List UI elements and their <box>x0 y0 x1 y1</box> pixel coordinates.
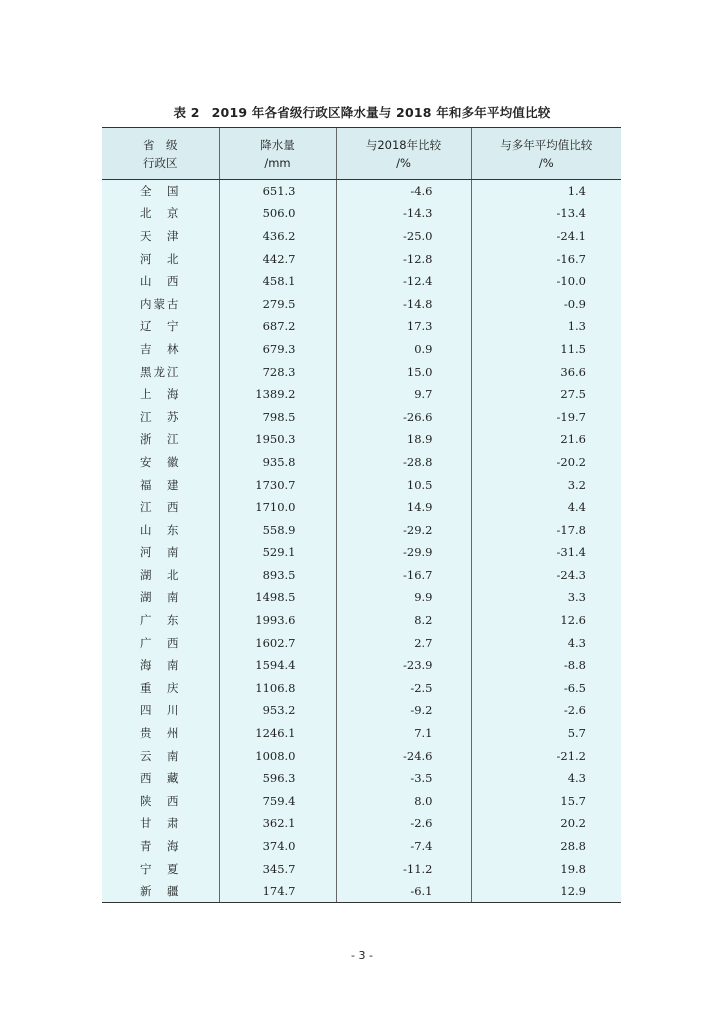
vs-average-cell: 4.3 <box>471 631 621 654</box>
vs-average-cell: 5.7 <box>471 722 621 745</box>
precip-cell: 1008.0 <box>219 744 336 767</box>
vs-average-cell: -20.2 <box>471 451 621 474</box>
vs2018-cell: -9.2 <box>336 699 471 722</box>
province-cell: 山 西 <box>140 274 181 289</box>
province-cell: 浙 江 <box>140 432 181 447</box>
vs-average-cell: -13.4 <box>471 202 621 225</box>
vs-average-cell: 12.6 <box>471 609 621 632</box>
header-vsavg-line2: /% <box>538 155 554 170</box>
vs2018-cell: -25.0 <box>336 225 471 248</box>
table-row <box>102 360 621 383</box>
precip-cell: 893.5 <box>219 564 336 587</box>
table-body <box>102 180 621 903</box>
vs-average-cell: -19.7 <box>471 405 621 428</box>
province-cell: 河 南 <box>140 545 181 560</box>
table-row <box>102 699 621 722</box>
vs2018-cell: -16.7 <box>336 564 471 587</box>
precip-cell: 458.1 <box>219 270 336 293</box>
vs2018-cell: -29.2 <box>336 518 471 541</box>
precipitation-table <box>102 127 621 903</box>
table-row <box>102 835 621 858</box>
vs2018-cell: 8.2 <box>336 609 471 632</box>
vs-average-cell: 11.5 <box>471 338 621 361</box>
precip-cell: 1389.2 <box>219 383 336 406</box>
precip-cell: 374.0 <box>219 835 336 858</box>
province-cell: 新 疆 <box>102 880 219 903</box>
province-cell: 北 京 <box>140 206 181 221</box>
province-cell: 辽 宁 <box>140 319 181 334</box>
table-row <box>102 338 621 361</box>
vs2018-cell: -28.8 <box>336 451 471 474</box>
precip-cell: 679.3 <box>219 338 336 361</box>
province-cell: 吉 林 <box>140 341 181 356</box>
vs-average-cell: -2.6 <box>471 699 621 722</box>
vs2018-cell: -3.5 <box>336 767 471 790</box>
vs-average-cell: 36.6 <box>471 360 621 383</box>
precip-cell: 935.8 <box>219 451 336 474</box>
table-row <box>102 202 621 225</box>
header-vs-average <box>471 128 621 180</box>
province-cell: 福 建 <box>140 477 181 492</box>
vs2018-cell: 14.9 <box>336 496 471 519</box>
table-row <box>102 880 621 903</box>
precip-cell: 1710.0 <box>219 496 336 519</box>
vs-average-cell: -17.8 <box>471 518 621 541</box>
precip-cell: 1594.4 <box>219 654 336 677</box>
province-cell: 江 西 <box>140 500 181 515</box>
province-cell: 云 南 <box>140 748 181 763</box>
vs2018-cell: -14.8 <box>336 292 471 315</box>
table-row <box>102 270 621 293</box>
table-row <box>102 857 621 880</box>
table-header-row <box>102 128 621 180</box>
table-row <box>102 405 621 428</box>
header-precip-line1: 降水量 <box>260 137 295 152</box>
table-row <box>102 496 621 519</box>
vs-average-cell: -16.7 <box>471 247 621 270</box>
province-cell: 西 藏 <box>140 771 181 786</box>
precip-cell: 506.0 <box>219 202 336 225</box>
vs-average-cell: 12.9 <box>471 880 621 903</box>
vs2018-cell: 2.7 <box>336 631 471 654</box>
vs-average-cell: 4.4 <box>471 496 621 519</box>
precip-cell: 953.2 <box>219 699 336 722</box>
vs-average-cell: -8.8 <box>471 654 621 677</box>
vs-average-cell: 4.3 <box>471 767 621 790</box>
vs2018-cell: -14.3 <box>336 202 471 225</box>
precip-cell: 687.2 <box>219 315 336 338</box>
vs2018-cell: -11.2 <box>336 857 471 880</box>
province-cell: 重 庆 <box>140 680 181 695</box>
precip-cell: 1246.1 <box>219 722 336 745</box>
vs-average-cell: 20.2 <box>471 812 621 835</box>
province-cell: 甘 肃 <box>140 816 181 831</box>
vs2018-cell: 7.1 <box>336 722 471 745</box>
vs-average-cell: -0.9 <box>471 292 621 315</box>
province-cell: 湖 南 <box>140 590 181 605</box>
vs-average-cell: 21.6 <box>471 428 621 451</box>
precip-cell: 1602.7 <box>219 631 336 654</box>
vs2018-cell: -2.5 <box>336 677 471 700</box>
vs2018-cell: -6.1 <box>336 880 471 903</box>
table-row <box>102 812 621 835</box>
precip-cell: 651.3 <box>219 180 336 203</box>
province-cell: 全 国 <box>140 184 181 199</box>
precip-cell: 1498.5 <box>219 586 336 609</box>
table-row <box>102 473 621 496</box>
vs-average-cell: -10.0 <box>471 270 621 293</box>
precip-cell: 1993.6 <box>219 609 336 632</box>
vs2018-cell: 18.9 <box>336 428 471 451</box>
header-province <box>102 128 219 180</box>
header-province-line1: 省 级 <box>143 137 178 152</box>
province-cell: 河 北 <box>140 251 181 266</box>
table-row <box>102 451 621 474</box>
province-cell: 宁 夏 <box>140 861 181 876</box>
province-cell: 内蒙古 <box>140 296 181 311</box>
vs2018-cell: -12.8 <box>336 247 471 270</box>
vs-average-cell: -6.5 <box>471 677 621 700</box>
vs2018-cell: -12.4 <box>336 270 471 293</box>
vs2018-cell: 17.3 <box>336 315 471 338</box>
precip-cell: 442.7 <box>219 247 336 270</box>
header-precip-line2: /mm <box>264 155 291 170</box>
precip-cell: 345.7 <box>219 857 336 880</box>
precip-cell: 596.3 <box>219 767 336 790</box>
vs2018-cell: -29.9 <box>336 541 471 564</box>
precip-cell: 279.5 <box>219 292 336 315</box>
table-row <box>102 631 621 654</box>
province-cell: 广 东 <box>140 613 181 628</box>
precip-cell: 728.3 <box>219 360 336 383</box>
table-row <box>102 383 621 406</box>
province-cell: 青 海 <box>140 839 181 854</box>
header-precip <box>219 128 336 180</box>
vs-average-cell: 27.5 <box>471 383 621 406</box>
table-title-text: 2019 年各省级行政区降水量与 2018 年和多年平均值比较 <box>211 105 551 120</box>
table-row <box>102 767 621 790</box>
table-row <box>102 722 621 745</box>
precip-cell: 1730.7 <box>219 473 336 496</box>
vs-average-cell: -21.2 <box>471 744 621 767</box>
province-cell: 海 南 <box>140 658 181 673</box>
vs2018-cell: -24.6 <box>336 744 471 767</box>
table-row <box>102 180 621 203</box>
table-row <box>102 292 621 315</box>
vs2018-cell: -23.9 <box>336 654 471 677</box>
vs2018-cell: 9.9 <box>336 586 471 609</box>
table-row <box>102 609 621 632</box>
vs2018-cell: 9.7 <box>336 383 471 406</box>
precip-cell: 798.5 <box>219 405 336 428</box>
table-row <box>102 225 621 248</box>
precip-cell: 759.4 <box>219 790 336 813</box>
vs-average-cell: 15.7 <box>471 790 621 813</box>
header-vs2018 <box>336 128 471 180</box>
precip-cell: 1106.8 <box>219 677 336 700</box>
table-row <box>102 428 621 451</box>
province-cell: 山 东 <box>140 522 181 537</box>
table-row <box>102 518 621 541</box>
table-row <box>102 744 621 767</box>
province-cell: 贵 州 <box>140 726 181 741</box>
table-row <box>102 315 621 338</box>
precip-cell: 558.9 <box>219 518 336 541</box>
province-cell: 黑龙江 <box>140 364 181 379</box>
precip-cell: 174.7 <box>219 880 336 903</box>
table-row <box>102 654 621 677</box>
vs-average-cell: -24.3 <box>471 564 621 587</box>
vs2018-cell: -2.6 <box>336 812 471 835</box>
precip-cell: 529.1 <box>219 541 336 564</box>
province-cell: 安 徽 <box>140 454 181 469</box>
header-vs2018-line1: 与2018年比较 <box>365 137 442 152</box>
vs-average-cell: 3.2 <box>471 473 621 496</box>
vs2018-cell: 8.0 <box>336 790 471 813</box>
province-cell: 四 川 <box>140 703 181 718</box>
precip-cell: 436.2 <box>219 225 336 248</box>
province-cell: 上 海 <box>140 387 181 402</box>
vs2018-cell: 15.0 <box>336 360 471 383</box>
vs-average-cell: -24.1 <box>471 225 621 248</box>
province-cell: 天 津 <box>140 228 181 243</box>
vs-average-cell: 3.3 <box>471 586 621 609</box>
vs2018-cell: 10.5 <box>336 473 471 496</box>
vs-average-cell: 28.8 <box>471 835 621 858</box>
vs2018-cell: -4.6 <box>336 180 471 203</box>
table-number: 表 2 <box>173 105 200 120</box>
province-cell: 广 西 <box>140 635 181 650</box>
table-title <box>0 103 724 121</box>
page-number: - 3 - <box>351 949 373 962</box>
table-row <box>102 247 621 270</box>
vs-average-cell: -31.4 <box>471 541 621 564</box>
table-row <box>102 564 621 587</box>
vs2018-cell: -7.4 <box>336 835 471 858</box>
table-row <box>102 586 621 609</box>
vs2018-cell: 0.9 <box>336 338 471 361</box>
province-cell: 湖 北 <box>140 567 181 582</box>
header-vsavg-line1: 与多年平均值比较 <box>500 137 593 152</box>
table-row <box>102 541 621 564</box>
province-cell: 陕 西 <box>140 793 181 808</box>
precip-cell: 362.1 <box>219 812 336 835</box>
vs-average-cell: 1.4 <box>471 180 621 203</box>
vs2018-cell: -26.6 <box>336 405 471 428</box>
precip-cell: 1950.3 <box>219 428 336 451</box>
vs-average-cell: 1.3 <box>471 315 621 338</box>
table-row <box>102 677 621 700</box>
header-vs2018-line2: /% <box>396 155 411 170</box>
vs-average-cell: 19.8 <box>471 857 621 880</box>
table-row <box>102 790 621 813</box>
header-province-line2: 行政区 <box>143 155 178 170</box>
province-cell: 江 苏 <box>140 409 181 424</box>
